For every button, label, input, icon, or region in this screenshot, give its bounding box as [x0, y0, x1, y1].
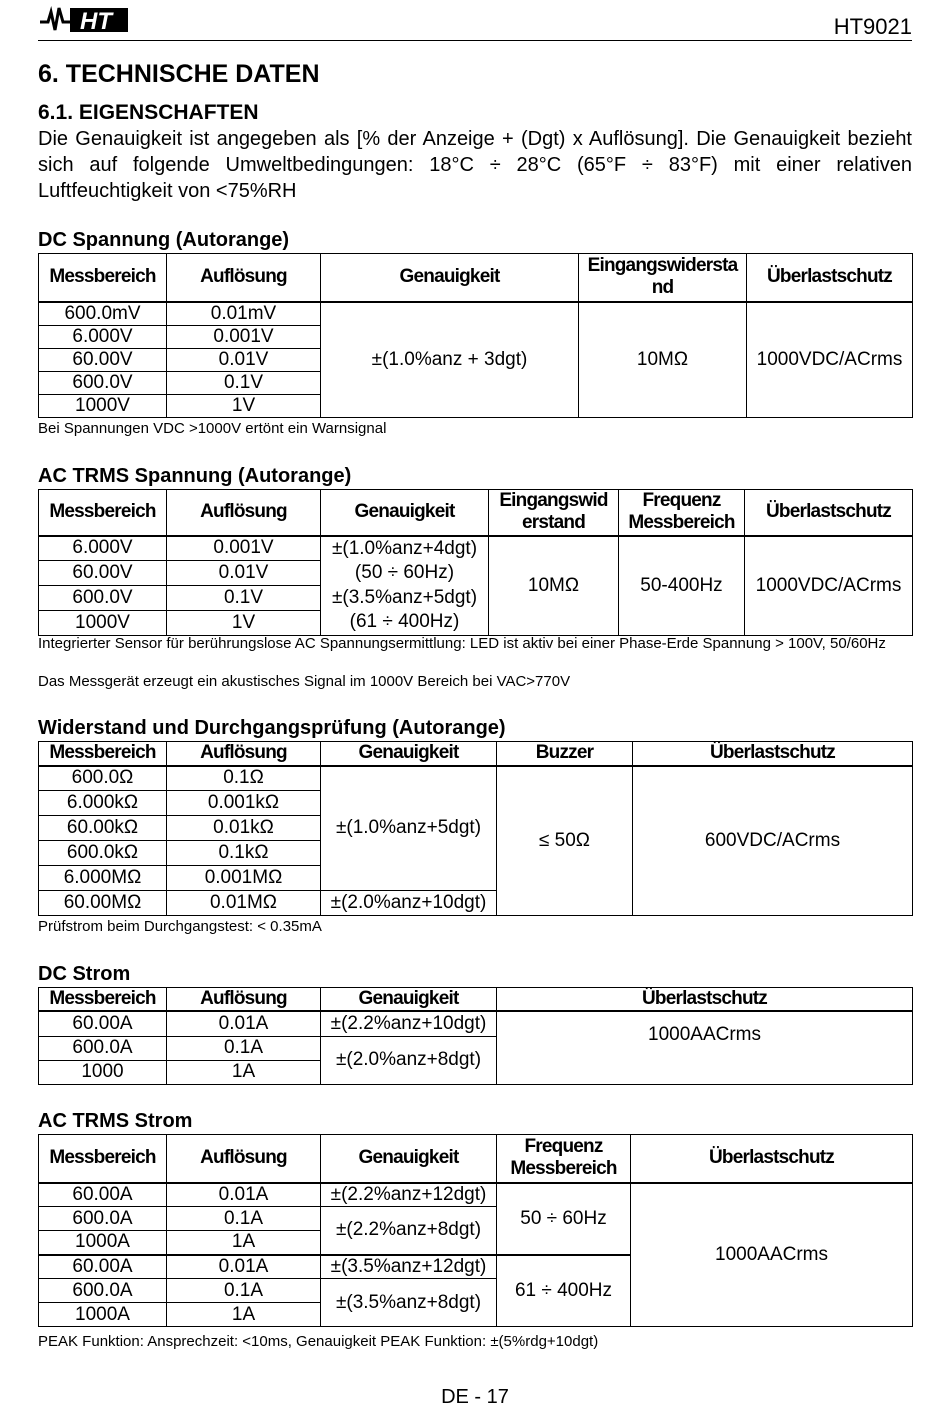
range-cell: 1000V [39, 610, 167, 635]
resolution-cell: 0.01MΩ [167, 891, 321, 916]
range-cell: 1000A [39, 1303, 167, 1327]
range-cell: 6.000V [39, 536, 167, 561]
col-header: Genauigkeit [321, 254, 579, 302]
resolution-cell: 0.001kΩ [167, 791, 321, 816]
accuracy-cell [321, 536, 489, 636]
header-divider [38, 40, 912, 41]
resolution-cell: 0.1A [167, 1279, 321, 1303]
page-number: DE - 17 [441, 1386, 509, 1408]
col-header: Auflösung [167, 742, 321, 766]
col-header: Genauigkeit [321, 1135, 497, 1183]
model-name: HT9021 [833, 14, 912, 39]
protection-cell: 600VDC/ACrms [633, 766, 913, 916]
col-header: Auflösung [167, 1135, 321, 1183]
accuracy-cell: ±(2.2%anz+10dgt) [321, 1011, 497, 1036]
col-header: Eingangswiderstand [579, 254, 747, 302]
col-header: Messbereich [39, 742, 167, 766]
buzzer-cell: ≤ 50Ω [497, 766, 633, 916]
accuracy-line: ±(1.0%anz+4dgt) [331, 537, 478, 559]
resolution-cell: 0.01V [167, 560, 321, 585]
col-header: Messbereich [39, 254, 167, 302]
resolution-cell: 0.01V [167, 348, 321, 371]
col-header: Überlastschutz [633, 742, 913, 766]
range-cell: 600.0A [39, 1036, 167, 1060]
res-table [38, 741, 913, 916]
col-header: Messbereich [39, 988, 167, 1012]
resolution-cell: 1A [167, 1303, 321, 1327]
range-cell: 600.0A [39, 1207, 167, 1231]
range-cell: 600.0kΩ [39, 841, 167, 866]
range-cell: 6.000MΩ [39, 866, 167, 891]
impedance-cell: 10MΩ [489, 536, 619, 636]
resolution-cell: 0.1V [167, 371, 321, 394]
range-cell: 60.00V [39, 560, 167, 585]
resolution-cell: 0.001V [167, 536, 321, 561]
protection-cell: 1000AACrms [631, 1183, 913, 1327]
col-header: Messbereich [39, 490, 167, 536]
col-header: Frequenz Messbereich [619, 490, 745, 536]
resolution-cell: 1A [167, 1231, 321, 1255]
col-header: Auflösung [167, 988, 321, 1012]
accuracy-cell: ±(3.5%anz+12dgt) [321, 1255, 497, 1279]
range-cell: 600.0V [39, 585, 167, 610]
col-header: Auflösung [167, 490, 321, 536]
accuracy-cell: ±(2.0%anz+8dgt) [321, 1036, 497, 1084]
dca-table [38, 987, 913, 1085]
range-cell: 60.00A [39, 1011, 167, 1036]
range-cell: 6.000V [39, 325, 167, 348]
resolution-cell: 0.1kΩ [167, 841, 321, 866]
range-cell: 600.0V [39, 371, 167, 394]
accuracy-line: (50 ÷ 60Hz) [354, 562, 455, 583]
accuracy-line: (61 ÷ 400Hz) [349, 611, 460, 632]
range-cell: 600.0Ω [39, 766, 167, 791]
col-header: Überlastschutz [631, 1135, 913, 1183]
accuracy-cell: ±(2.2%anz+8dgt) [321, 1207, 497, 1255]
acv-title: AC TRMS Spannung (Autorange) [38, 465, 352, 487]
col-header: Auflösung [167, 254, 321, 302]
protection-cell: 1000AACrms [497, 1011, 913, 1084]
impedance-cell: 10MΩ [579, 302, 747, 418]
protection-cell: 1000VDC/ACrms [745, 536, 913, 636]
range-cell: 1000 [39, 1060, 167, 1084]
accuracy-cell: ±(1.0%anz+5dgt) [321, 766, 497, 891]
aca-title: AC TRMS Strom [38, 1110, 193, 1132]
col-header: Überlastschutz [747, 254, 913, 302]
resolution-cell: 0.1A [167, 1036, 321, 1060]
resolution-cell: 0.1V [167, 585, 321, 610]
ht-logo [38, 4, 130, 34]
resolution-cell: 0.001V [167, 325, 321, 348]
section-title: 6.1. EIGENSCHAFTEN [38, 101, 259, 124]
res-title: Widerstand und Durchgangsprüfung (Autorange) [38, 717, 506, 739]
resolution-cell: 0.01A [167, 1183, 321, 1207]
col-header: Genauigkeit [321, 490, 489, 536]
aca-note: PEAK Funktion: Ansprechzeit: <10ms, Genauigkeit PEAK Funktion: ±(5%rdg+10dgt) [38, 1333, 599, 1350]
accuracy-cell: ±(2.0%anz+10dgt) [321, 891, 497, 916]
dca-title: DC Strom [38, 963, 131, 985]
range-cell: 60.00A [39, 1183, 167, 1207]
range-cell: 1000A [39, 1231, 167, 1255]
resolution-cell: 1A [167, 1060, 321, 1084]
col-header: Genauigkeit [321, 742, 497, 766]
col-header: Genauigkeit [321, 988, 497, 1012]
acv-note-signal: Das Messgerät erzeugt ein akustisches Signal im 1000V Bereich bei VAC>770V [38, 673, 571, 690]
range-cell: 60.00kΩ [39, 816, 167, 841]
resolution-cell: 1V [167, 394, 321, 417]
resolution-cell: 0.01A [167, 1011, 321, 1036]
frequency-cell: 61 ÷ 400Hz [497, 1255, 631, 1327]
resolution-cell: 0.001MΩ [167, 866, 321, 891]
col-header: Frequenz Messbereich [497, 1135, 631, 1183]
frequency-cell: 50 ÷ 60Hz [497, 1183, 631, 1255]
aca-table [38, 1134, 913, 1327]
protection-cell: 1000VDC/ACrms [747, 302, 913, 418]
accuracy-cell: ±(3.5%anz+8dgt) [321, 1279, 497, 1327]
resolution-cell: 0.01mV [167, 302, 321, 326]
chapter-title: 6. TECHNISCHE DATEN [38, 60, 320, 88]
acv-note-sensor: Integrierter Sensor für berührungslose AC Spannungsermittlung: LED ist aktiv bei einer Phase-Erde Spannung > 100V, 50/60Hz [38, 635, 886, 652]
col-header: Eingangswiderstand [489, 490, 619, 536]
col-header: Buzzer [497, 742, 633, 766]
accuracy-cell: ±(1.0%anz + 3dgt) [321, 302, 579, 418]
col-header: Überlastschutz [745, 490, 913, 536]
accuracy-cell: ±(2.2%anz+12dgt) [321, 1183, 497, 1207]
range-cell: 1000V [39, 394, 167, 417]
dcv-note: Bei Spannungen VDC >1000V ertönt ein Warnsignal [38, 420, 387, 437]
col-header: Überlastschutz [497, 988, 913, 1012]
range-cell: 6.000kΩ [39, 791, 167, 816]
range-cell: 600.0mV [39, 302, 167, 326]
logo-text: HT [80, 8, 112, 34]
resolution-cell: 0.01kΩ [167, 816, 321, 841]
range-cell: 60.00MΩ [39, 891, 167, 916]
resolution-cell: 0.1Ω [167, 766, 321, 791]
res-note: Prüfstrom beim Durchgangstest: < 0.35mA [38, 918, 322, 935]
dcv-title: DC Spannung (Autorange) [38, 229, 290, 251]
intro-paragraph: Die Genauigkeit ist angegeben als [% der Anzeige + (Dgt) x Auflösung]. Die Genauigkeit bezieht sich auf folgende Umweltbedingungen: 18°C ÷ 28°C (65°F ÷ 83°F) mit einer relativen Luftfeuchtigkeit von <75%RH [38, 128, 912, 202]
frequency-cell: 50-400Hz [619, 536, 745, 636]
range-cell: 600.0A [39, 1279, 167, 1303]
range-cell: 60.00V [39, 348, 167, 371]
range-cell: 60.00A [39, 1255, 167, 1279]
acv-table [38, 489, 913, 636]
resolution-cell: 0.01A [167, 1255, 321, 1279]
resolution-cell: 1V [167, 610, 321, 635]
resolution-cell: 0.1A [167, 1207, 321, 1231]
dcv-table [38, 253, 913, 418]
accuracy-line: ±(3.5%anz+5dgt) [331, 586, 478, 608]
col-header: Messbereich [39, 1135, 167, 1183]
